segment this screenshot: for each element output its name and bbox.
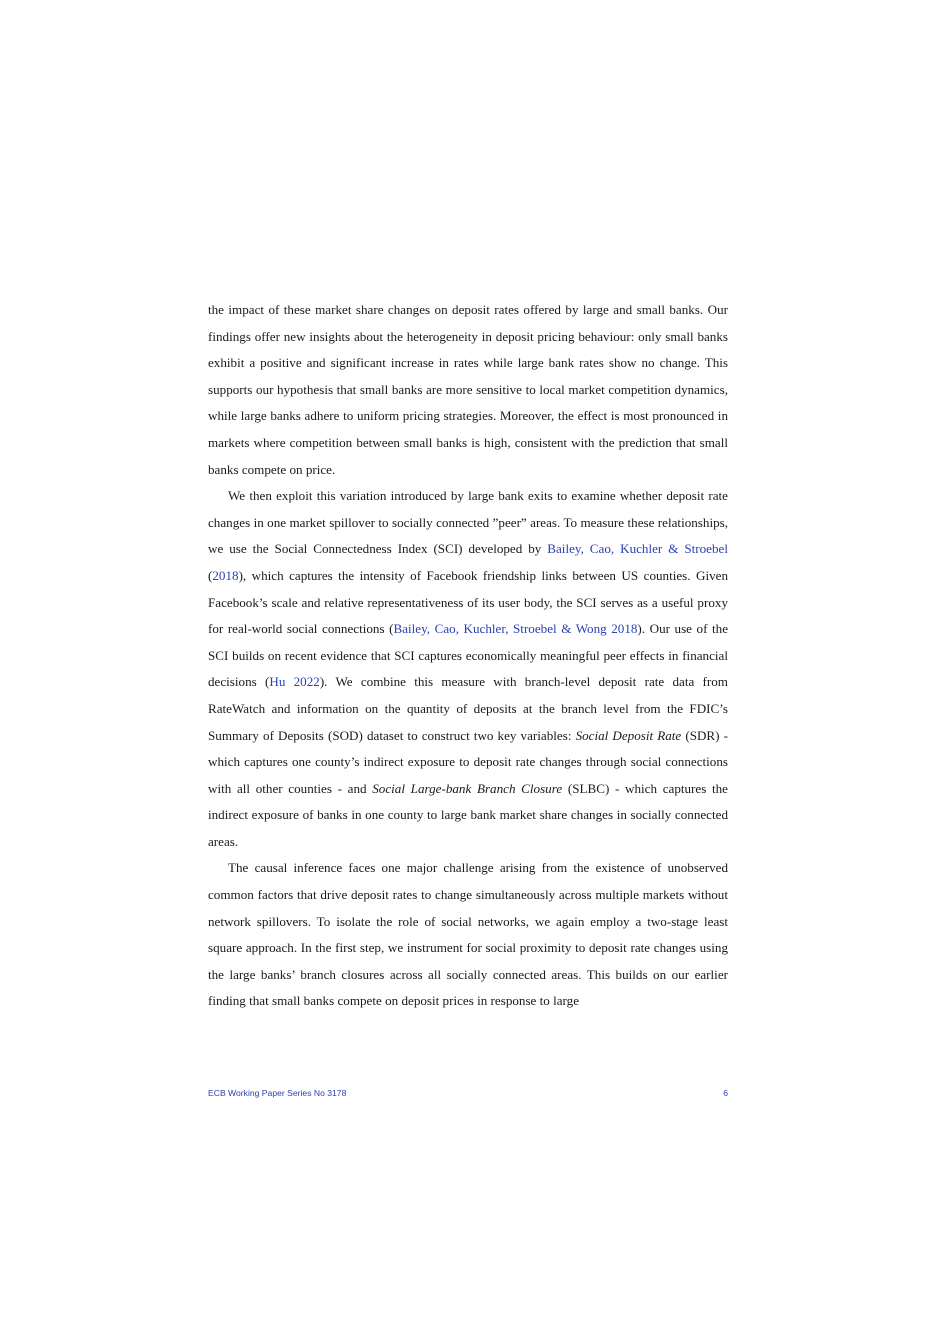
page-number: 6 [723,1088,728,1098]
paragraph-3 [208,855,728,1015]
footer-series-title[interactable]: ECB Working Paper Series No 3178 [208,1088,347,1098]
paragraph-2-text-2: ( [208,567,213,583]
citation-hu-2022[interactable]: Hu 2022 [269,674,320,690]
paragraph-2-text-6: (SDR) - which captures one county’s indirect exposure to deposit rate changes through social connections with all other counties - and [208,727,728,796]
citation-bailey-cao-kuchler-stroebel[interactable]: Bailey, Cao, Kuchler & Stroebel [547,541,728,557]
paragraph-2-text-4: ). Our use of the SCI builds on recent evidence that SCI captures economically meaningful peer effects in financial decisions ( [208,621,728,690]
paragraph-1-text: the impact of these market share changes on deposit rates offered by large and small banks. Our findings offer new insights about the heterogeneity in deposit pricing behaviour: only small banks exhibit a positive and significant increase in rates while large bank rates show no change. This supports our hypothesis that small banks are more sensitive to local market competition dynamics, while large banks adhere to uniform pricing strategies. Moreover, the effect is most pronounced in markets where competition between small banks is high, consistent with the prediction that small banks compete on price. [208,302,728,477]
paragraph-2-text-5: ). We combine this measure with branch-level deposit rate data from RateWatch and information on the quantity of deposits at the branch level from the FDIC’s Summary of Deposits (SOD) dataset to construct two key variables: [208,674,728,743]
term-social-deposit-rate: Social Deposit Rate [575,727,682,743]
paragraph-2-text-3: ), which captures the intensity of Facebook friendship links between US counties. Given Facebook’s scale and relative representativeness of its user body, the SCI serves as a useful proxy for real-world social connections ( [208,567,728,637]
paragraph-2-text-7: (SLBC) - which captures the indirect exposure of banks in one county to large bank market share changes in socially connected areas. [208,780,728,849]
citation-year-2018[interactable]: 2018 [212,567,239,583]
term-social-large-bank-branch-closure: Social Large-bank Branch Closure [372,780,563,796]
paragraph-1 [208,297,728,483]
paragraph-3-text: The causal inference faces one major challenge arising from the existence of unobserved common factors that drive deposit rates to change simultaneously across multiple markets without network spillovers. To isolate the role of social networks, we again employ a two-stage least square approach. In the first step, we instrument for social proximity to deposit rate changes using the large banks’ branch closures across all socially connected areas. This builds on our earlier finding that small banks compete on deposit prices in response to large [208,860,728,1009]
body-text [208,297,728,1015]
citation-bailey-cao-kuchler-stroebel-wong[interactable]: Bailey, Cao, Kuchler, Stroebel & Wong 2018 [393,621,638,637]
paragraph-2 [208,483,728,855]
paragraph-2-text-1: We then exploit this variation introduced by large bank exits to examine whether deposit rate changes in one market spillover to socially connected ”peer” areas. To measure these relationships, we use the Social Connectedness Index (SCI) developed by [208,488,728,557]
